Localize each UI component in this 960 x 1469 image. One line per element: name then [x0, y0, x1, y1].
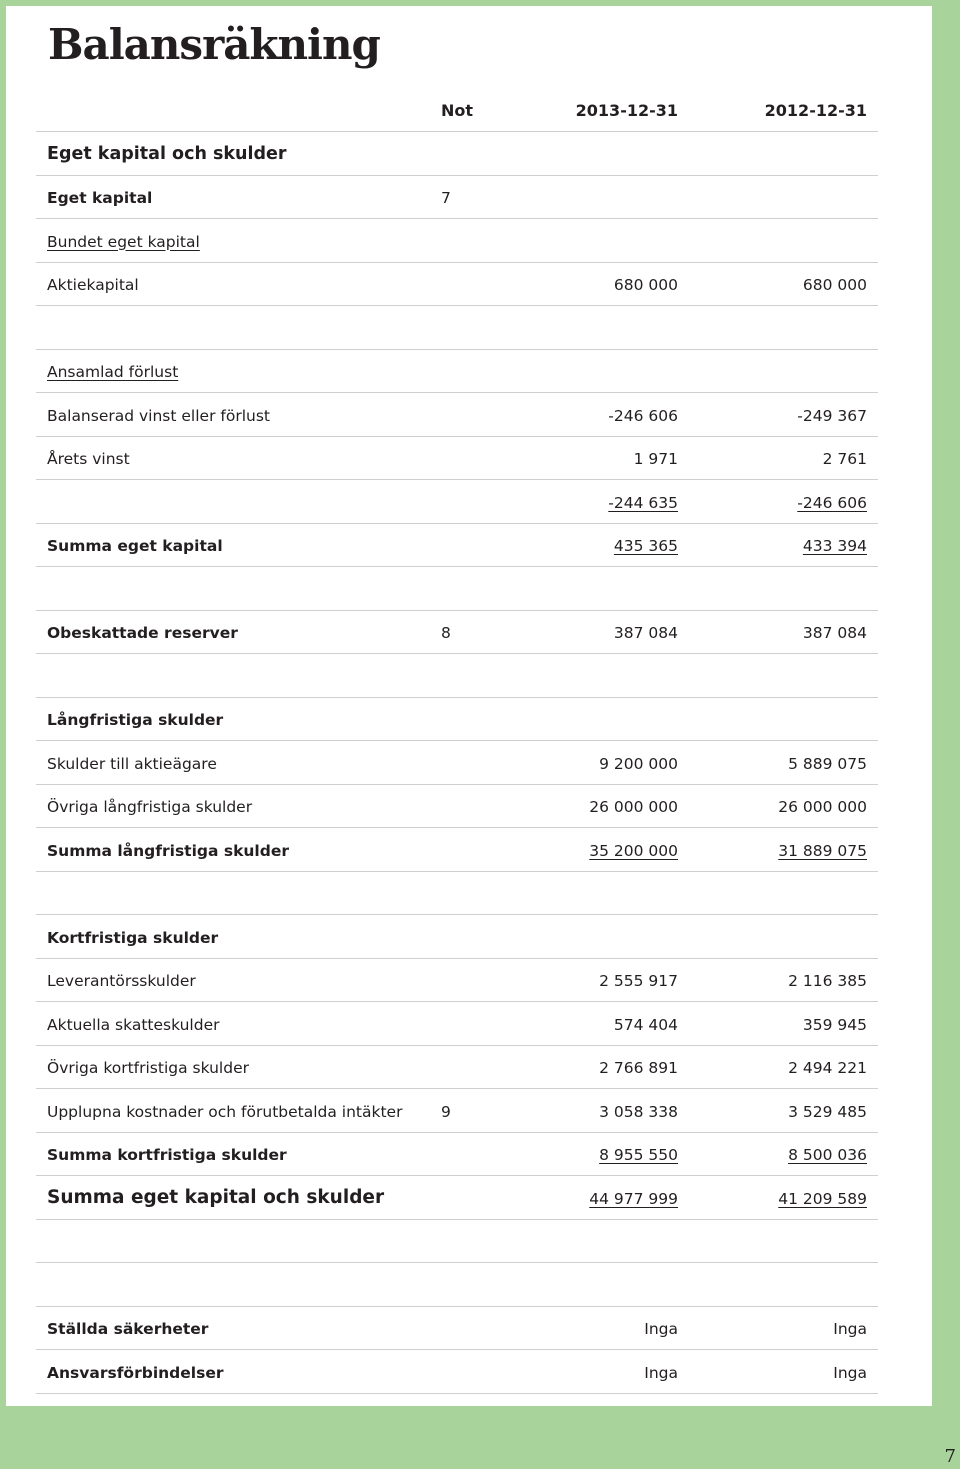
row-value-2013: Inga [644, 1320, 678, 1338]
row-label: Aktuella skatteskulder [47, 1015, 220, 1034]
row-label: Skulder till aktieägare [47, 754, 217, 773]
row-value-2013: 2 766 891 [599, 1059, 678, 1077]
table-row [36, 524, 878, 568]
table-row [36, 176, 878, 220]
row-value-2012: 680 000 [802, 276, 867, 294]
row-value-2012: -249 367 [797, 406, 867, 425]
table-row [36, 1089, 878, 1133]
row-value-2012: -246 606 [797, 493, 867, 512]
row-note: 7 [441, 189, 451, 207]
row-value-2012: 2 116 385 [788, 972, 867, 990]
table-row [36, 1176, 878, 1220]
row-value-2012: 26 000 000 [778, 798, 867, 816]
row-label: Upplupna kostnader och förutbetalda intäkter [47, 1102, 403, 1121]
table-row [36, 1002, 878, 1046]
row-label: Ansamlad förlust [47, 363, 179, 381]
page-number: 7 [944, 1446, 956, 1467]
row-value-2013: 8 955 550 [599, 1146, 678, 1164]
row-value-2013: 9 200 000 [599, 754, 678, 773]
row-label: Summa eget kapital och skulder [47, 1186, 385, 1208]
table-row [36, 1307, 878, 1351]
row-value-2012: Inga [833, 1363, 867, 1382]
row-label: Kortfristiga skulder [47, 928, 219, 947]
row-value-2013: Inga [644, 1363, 678, 1382]
row-label: Årets vinst [47, 450, 130, 468]
table-row [36, 915, 878, 959]
row-value-2013: 3 058 338 [599, 1102, 678, 1121]
table-row [36, 263, 878, 307]
row-label: Övriga långfristiga skulder [47, 798, 253, 816]
table-row [36, 437, 878, 481]
header-2013: 2013-12-31 [575, 101, 678, 120]
row-label: Balanserad vinst eller förlust [47, 406, 270, 425]
table-header [36, 88, 878, 132]
header-2012: 2012-12-31 [764, 101, 867, 120]
table-row [36, 480, 878, 524]
row-value-2013: 680 000 [613, 276, 678, 294]
row-label: Summa eget kapital [47, 537, 223, 555]
balance-sheet-table [36, 88, 878, 1394]
table-row [36, 1220, 878, 1264]
row-note: 8 [441, 624, 451, 642]
row-value-2013: 26 000 000 [589, 798, 678, 816]
row-note: 9 [441, 1102, 451, 1121]
row-value-2012: 5 889 075 [788, 754, 867, 773]
row-value-2013: -244 635 [608, 493, 678, 512]
table-row [36, 1350, 878, 1394]
table-row [36, 741, 878, 785]
table-row [36, 698, 878, 742]
row-value-2012: 433 394 [802, 537, 867, 555]
page-title: Balansräkning [48, 20, 380, 69]
table-row [36, 785, 878, 829]
header-not: Not [441, 101, 474, 120]
table-row [36, 1263, 878, 1307]
row-label: Leverantörsskulder [47, 972, 196, 990]
row-value-2012: 31 889 075 [778, 841, 867, 860]
row-label: Övriga kortfristiga skulder [47, 1059, 249, 1077]
row-label: Summa kortfristiga skulder [47, 1146, 287, 1164]
row-value-2012: 359 945 [802, 1015, 867, 1034]
table-row [36, 959, 878, 1003]
row-value-2012: 3 529 485 [788, 1102, 867, 1121]
row-label: Ställda säkerheter [47, 1320, 209, 1338]
row-value-2013: -246 606 [608, 406, 678, 425]
table-row [36, 393, 878, 437]
table-row [36, 1133, 878, 1177]
row-label: Obeskattade reserver [47, 624, 238, 642]
row-label: Eget kapital [47, 189, 153, 207]
table-row [36, 872, 878, 916]
row-value-2012: 41 209 589 [778, 1189, 867, 1208]
table-row [36, 567, 878, 611]
row-value-2013: 1 971 [633, 450, 678, 468]
table-row [36, 828, 878, 872]
row-value-2012: 387 084 [802, 624, 867, 642]
row-label: Bundet eget kapital [47, 232, 200, 251]
row-label: Aktiekapital [47, 276, 139, 294]
page-sheet [6, 6, 932, 1406]
table-row [36, 219, 878, 263]
row-value-2013: 2 555 917 [599, 972, 678, 990]
row-value-2013: 35 200 000 [589, 841, 678, 860]
row-label: Summa långfristiga skulder [47, 841, 289, 860]
row-value-2012: Inga [833, 1320, 867, 1338]
row-value-2012: 2 494 221 [788, 1059, 867, 1077]
row-value-2013: 435 365 [613, 537, 678, 555]
table-row [36, 611, 878, 655]
table-row [36, 132, 878, 176]
row-value-2013: 387 084 [613, 624, 678, 642]
row-value-2013: 574 404 [613, 1015, 678, 1034]
row-value-2012: 8 500 036 [788, 1146, 867, 1164]
row-label: Ansvarsförbindelser [47, 1363, 224, 1382]
table-row [36, 1046, 878, 1090]
row-value-2013: 44 977 999 [589, 1189, 678, 1208]
table-row [36, 306, 878, 350]
row-label: Eget kapital och skulder [47, 143, 287, 164]
table-row [36, 654, 878, 698]
row-label: Långfristiga skulder [47, 711, 224, 729]
row-value-2012: 2 761 [822, 450, 867, 468]
table-row [36, 350, 878, 394]
